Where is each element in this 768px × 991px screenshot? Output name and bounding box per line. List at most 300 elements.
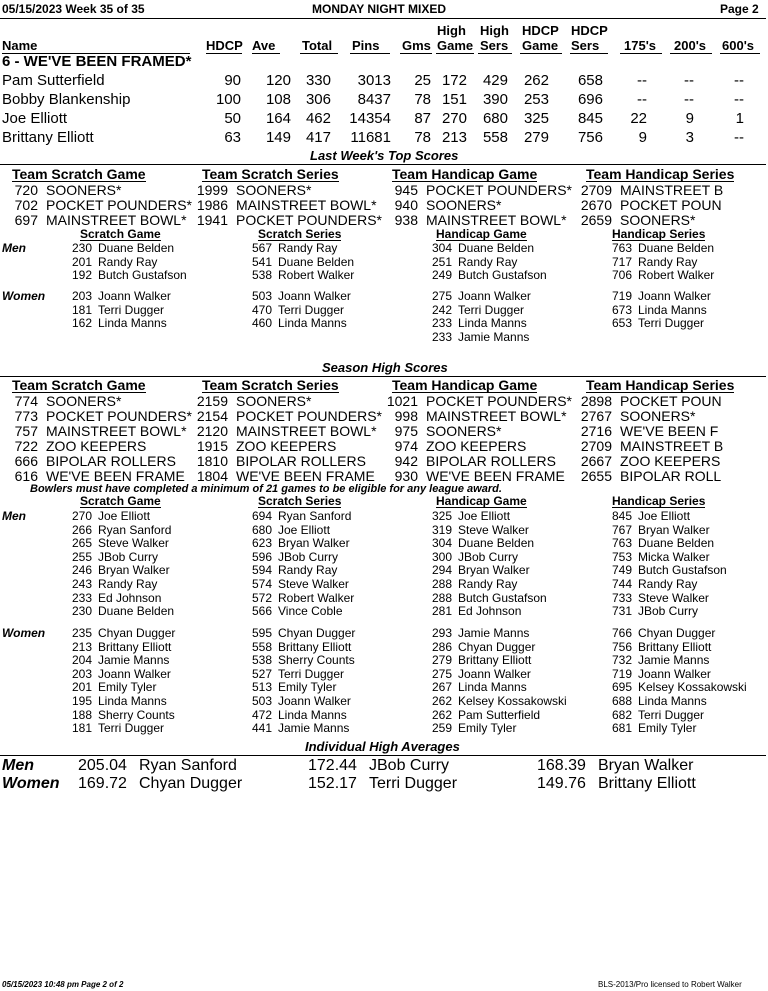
bowler-c175: --: [637, 91, 647, 108]
men-score-name: JBob Curry: [278, 549, 339, 564]
footer-left: 05/15/2023 10:48 pm Page 2 of 2: [2, 980, 124, 989]
women-score-value: 513: [251, 680, 272, 695]
bowler-ave: 149: [265, 129, 291, 146]
men-score-value: 694: [251, 509, 272, 523]
women-score-name: Linda Manns: [98, 694, 167, 708]
women-score-name: Linda Manns: [278, 316, 347, 331]
women-score-value: 181: [71, 721, 92, 736]
women-score-name: Terri Dugger: [98, 721, 165, 736]
men-score-value: 567: [251, 241, 272, 255]
bowler-c600: --: [734, 129, 744, 146]
men-label: Men: [2, 757, 34, 774]
women-score-value: 293: [431, 626, 452, 640]
women-label: Women: [2, 775, 60, 792]
women-score-name: Emily Tyler: [278, 680, 337, 695]
men-score-value: 192: [71, 268, 92, 283]
team-score-name: SOONERS*: [46, 182, 122, 198]
col-underline: [252, 53, 280, 54]
women-score-name: Linda Manns: [458, 680, 527, 695]
men-score-name: Robert Walker: [638, 268, 715, 283]
team-score-value: 2709: [580, 438, 612, 454]
men-score-name: Randy Ray: [278, 241, 338, 255]
men-score-value: 594: [251, 563, 272, 578]
section-title: Last Week's Top Scores: [310, 148, 459, 163]
women-score-name: Joann Walker: [278, 289, 351, 303]
men-average-name: Ryan Sanford: [139, 757, 237, 774]
women-average-value: 169.72: [78, 775, 127, 792]
team-score-value: 1804: [196, 468, 228, 484]
bowler-hs: 680: [482, 110, 508, 127]
team-score-name: BIPOLAR ROLLERS: [236, 453, 366, 469]
col-high-sers-bottom: Sers: [480, 38, 509, 53]
men-score-name: Duane Belden: [458, 536, 535, 551]
women-score-name: Jamie Manns: [458, 329, 530, 344]
men-score-name: Duane Belden: [98, 241, 175, 255]
bowler-total: 462: [305, 110, 331, 127]
team-score-value: 2655: [580, 468, 612, 484]
bowler-c175: 22: [630, 110, 647, 127]
eligibility-note: Bowlers must have completed a minimum of 21 games to be eligible for any league award.: [30, 483, 502, 495]
women-score-value: 766: [611, 626, 632, 640]
team-score-name: MAINSTREET B: [620, 438, 724, 454]
header-rule: [0, 18, 766, 19]
men-score-name: Micka Walker: [638, 549, 710, 564]
women-score-name: Joann Walker: [638, 289, 711, 303]
bowler-ave: 164: [265, 110, 291, 127]
men-score-name: Steve Walker: [458, 522, 529, 537]
men-score-name: Butch Gustafson: [458, 268, 547, 283]
bowler-hdcp: 63: [224, 129, 241, 146]
women-score-name: Joann Walker: [458, 666, 531, 681]
women-score-value: 682: [611, 707, 632, 722]
team-score-name: BIPOLAR ROLLERS: [46, 453, 176, 469]
women-score-value: 203: [71, 666, 92, 681]
individual-category-title: Scratch Series: [258, 227, 342, 241]
section-rule: [0, 164, 766, 165]
bowler-gms: 78: [414, 129, 431, 146]
league-name: MONDAY NIGHT MIXED: [312, 2, 447, 16]
bowler-c600: --: [734, 72, 744, 89]
women-average-name: Chyan Dugger: [139, 775, 243, 792]
women-score-name: Emily Tyler: [458, 721, 517, 736]
men-score-value: 288: [431, 590, 452, 605]
bowler-hg: 172: [441, 72, 467, 89]
women-label: Women: [2, 289, 46, 303]
men-score-value: 251: [431, 254, 452, 269]
women-score-name: Kelsey Kossakowski: [638, 680, 747, 695]
col-underline: [720, 53, 760, 54]
bowler-total: 330: [305, 72, 331, 89]
women-score-value: 259: [431, 721, 452, 736]
team-score-name: WE'VE BEEN FRAME: [236, 468, 375, 484]
men-score-name: Bryan Walker: [98, 563, 170, 578]
men-score-value: 763: [611, 241, 632, 255]
men-score-value: 255: [71, 549, 92, 564]
team-score-name: POCKET POUNDERS*: [46, 197, 192, 213]
men-score-name: Randy Ray: [638, 254, 698, 269]
team-score-value: 1986: [196, 197, 228, 213]
team-score-value: 945: [394, 182, 418, 198]
men-score-value: 731: [611, 604, 632, 619]
men-score-value: 596: [251, 549, 272, 564]
team-score-value: 616: [14, 468, 38, 484]
men-score-name: Butch Gustafson: [638, 563, 727, 578]
men-average-value: 205.04: [78, 757, 127, 774]
women-score-value: 213: [71, 639, 92, 654]
men-score-name: Steve Walker: [638, 590, 709, 605]
team-score-value: 666: [14, 453, 38, 469]
women-average-name: Terri Dugger: [369, 775, 458, 792]
bowler-c600: 1: [735, 110, 744, 127]
col-underline: [520, 53, 562, 54]
women-score-name: Brittany Elliott: [458, 653, 532, 668]
men-score-name: Randy Ray: [458, 577, 518, 591]
individual-category-title: Handicap Game: [436, 494, 527, 508]
team-score-value: 940: [394, 197, 418, 213]
col-underline: [570, 53, 608, 54]
bowler-pins: 3013: [357, 72, 391, 89]
team-score-value: 1999: [196, 182, 228, 198]
team-category-title: Team Handicap Game: [392, 377, 538, 393]
women-score-name: Terri Dugger: [638, 316, 705, 331]
team-score-name: POCKET POUNDERS*: [236, 212, 382, 228]
team-category-title: Team Scratch Game: [12, 166, 146, 182]
team-category-title: Team Scratch Series: [202, 377, 339, 393]
men-score-value: 266: [71, 522, 92, 537]
team-score-value: 757: [14, 423, 38, 439]
women-score-value: 470: [251, 302, 272, 317]
women-score-value: 688: [611, 694, 632, 708]
women-score-value: 558: [251, 639, 272, 654]
men-score-name: Bryan Walker: [458, 563, 530, 578]
team-score-value: 2716: [580, 423, 612, 439]
team-score-name: BIPOLAR ROLLERS: [426, 453, 556, 469]
individual-category-title: Handicap Series: [612, 227, 706, 241]
col-hdcp-sers-top: HDCP: [571, 23, 608, 38]
men-score-name: Butch Gustafson: [458, 590, 547, 605]
team-score-value: 998: [394, 408, 418, 424]
men-score-value: 744: [611, 577, 632, 591]
men-average-value: 168.39: [537, 757, 586, 774]
men-score-value: 680: [251, 522, 272, 537]
women-score-value: 162: [71, 316, 92, 331]
men-score-name: Ryan Sanford: [278, 509, 352, 523]
men-label: Men: [2, 241, 26, 255]
men-label: Men: [2, 509, 26, 523]
men-average-name: Bryan Walker: [598, 757, 694, 774]
women-score-value: 441: [251, 721, 272, 736]
col-underline: [436, 53, 474, 54]
col-underline: [300, 53, 338, 54]
men-score-value: 541: [251, 254, 272, 269]
team-score-name: ZOO KEEPERS: [426, 438, 527, 454]
col-hdcp: HDCP: [206, 38, 243, 53]
women-score-name: Jamie Manns: [98, 653, 170, 668]
bowler-hdg: 262: [523, 72, 549, 89]
team-score-name: POCKET POUNDERS*: [236, 408, 382, 424]
men-score-value: 319: [431, 522, 452, 537]
women-average-value: 152.17: [308, 775, 357, 792]
col-name: Name: [2, 38, 38, 53]
team-score-value: 975: [394, 423, 418, 439]
team-category-title: Team Handicap Game: [392, 166, 538, 182]
team-score-name: ZOO KEEPERS: [620, 453, 721, 469]
col-total: Total: [302, 38, 333, 53]
women-score-value: 203: [71, 289, 92, 303]
bowler-hg: 213: [441, 129, 467, 146]
women-label: Women: [2, 626, 46, 640]
bowler-hdg: 279: [523, 129, 549, 146]
team-score-value: 1810: [196, 453, 228, 469]
men-score-value: 249: [431, 268, 452, 283]
women-average-name: Brittany Elliott: [598, 775, 696, 792]
women-score-name: Terri Dugger: [278, 666, 345, 681]
bowler-hdcp: 50: [224, 110, 241, 127]
women-score-name: Joann Walker: [638, 666, 711, 681]
men-score-name: Joe Elliott: [638, 509, 691, 523]
team-score-value: 722: [14, 438, 38, 454]
team-score-value: 2670: [580, 197, 612, 213]
col-underline: [350, 53, 390, 54]
men-score-value: 538: [251, 268, 272, 283]
men-score-name: Joe Elliott: [278, 522, 331, 537]
women-score-value: 262: [431, 707, 452, 722]
women-score-name: Jamie Manns: [638, 653, 710, 668]
women-score-value: 267: [431, 680, 452, 695]
men-score-name: Randy Ray: [98, 577, 158, 591]
bowler-hg: 270: [441, 110, 467, 127]
women-score-name: Kelsey Kossakowski: [458, 694, 567, 708]
team-score-name: POCKET POUNDERS*: [426, 393, 572, 409]
bowler-c200: --: [684, 91, 694, 108]
team-score-name: BIPOLAR ROLL: [620, 468, 722, 484]
men-score-value: 265: [71, 536, 92, 551]
individual-category-title: Scratch Game: [80, 494, 161, 508]
team-score-value: 2709: [580, 182, 612, 198]
women-score-value: 653: [611, 316, 632, 331]
team-score-value: 2767: [580, 408, 612, 424]
team-category-title: Team Scratch Game: [12, 377, 146, 393]
team-score-name: POCKET POUN: [620, 393, 722, 409]
men-score-name: Joe Elliott: [98, 509, 151, 523]
women-score-name: Terri Dugger: [638, 707, 705, 722]
bowler-hds: 658: [577, 72, 603, 89]
women-score-name: Chyan Dugger: [638, 626, 716, 640]
women-score-value: 275: [431, 666, 452, 681]
team-score-name: ZOO KEEPERS: [46, 438, 147, 454]
col-high-sers-top: High: [480, 23, 509, 38]
women-score-name: Brittany Elliott: [638, 639, 712, 654]
col-underline: [620, 53, 662, 54]
women-score-value: 595: [251, 626, 272, 640]
women-score-name: Chyan Dugger: [458, 639, 536, 654]
women-score-value: 195: [71, 694, 92, 708]
men-score-value: 304: [431, 241, 452, 255]
team-score-value: 938: [394, 212, 418, 228]
men-average-name: JBob Curry: [369, 757, 450, 774]
bowler-c200: --: [684, 72, 694, 89]
section-title: Season High Scores: [322, 360, 448, 375]
women-score-value: 286: [431, 639, 452, 654]
team-score-value: 942: [394, 453, 418, 469]
col-high-game-bottom: Game: [437, 38, 474, 53]
bowler-total: 417: [305, 129, 331, 146]
women-score-value: 275: [431, 289, 452, 303]
bowler-hds: 756: [577, 129, 603, 146]
women-score-value: 188: [71, 707, 92, 722]
men-score-name: Robert Walker: [278, 268, 355, 283]
men-score-name: Joe Elliott: [458, 509, 511, 523]
individual-category-title: Handicap Game: [436, 227, 527, 241]
team-score-name: MAINSTREET BOWL*: [46, 212, 187, 228]
women-score-value: 460: [251, 316, 272, 331]
men-average-value: 172.44: [308, 757, 357, 774]
col-underline: [670, 53, 712, 54]
men-score-name: Ed Johnson: [98, 590, 162, 605]
team-score-value: 2898: [580, 393, 612, 409]
section-title: Individual High Averages: [305, 739, 460, 754]
team-score-name: WE'VE BEEN FRAME: [426, 468, 565, 484]
men-score-name: Steve Walker: [278, 577, 349, 591]
bowler-pins: 11681: [350, 129, 391, 146]
men-score-name: Randy Ray: [278, 563, 338, 578]
men-score-value: 288: [431, 577, 452, 591]
women-score-value: 233: [431, 316, 452, 331]
women-score-value: 503: [251, 289, 272, 303]
team-title: 6 - WE'VE BEEN FRAMED*: [2, 53, 192, 70]
team-score-name: POCKET POUNDERS*: [426, 182, 572, 198]
men-score-value: 763: [611, 536, 632, 551]
women-score-name: Sherry Counts: [278, 653, 355, 668]
col-underline: [400, 53, 432, 54]
team-score-name: MAINSTREET BOWL*: [426, 212, 567, 228]
men-score-value: 270: [71, 509, 92, 523]
women-score-name: Terri Dugger: [458, 302, 525, 317]
men-score-value: 566: [251, 604, 272, 619]
women-score-value: 181: [71, 302, 92, 317]
women-score-name: Joann Walker: [98, 666, 171, 681]
team-score-value: 773: [14, 408, 38, 424]
men-score-value: 281: [431, 604, 452, 619]
team-score-name: MAINSTREET B: [620, 182, 724, 198]
men-score-value: 243: [71, 577, 92, 591]
women-score-value: 472: [251, 707, 272, 722]
team-score-name: SOONERS*: [426, 423, 502, 439]
col-175s: 175's: [624, 38, 657, 53]
women-score-value: 503: [251, 694, 272, 708]
men-score-name: Duane Belden: [638, 241, 715, 255]
men-score-value: 201: [71, 254, 92, 269]
team-score-name: MAINSTREET BOWL*: [426, 408, 567, 424]
men-score-value: 623: [251, 536, 272, 551]
men-score-name: Butch Gustafson: [98, 268, 187, 283]
col-200s: 200's: [674, 38, 707, 53]
team-score-name: MAINSTREET BOWL*: [46, 423, 187, 439]
men-score-name: Steve Walker: [98, 536, 169, 551]
team-score-name: MAINSTREET BOWL*: [236, 197, 377, 213]
bowler-ave: 108: [265, 91, 291, 108]
bowler-name: Joe Elliott: [2, 110, 68, 127]
bowler-total: 306: [305, 91, 331, 108]
women-score-value: 527: [251, 666, 272, 681]
team-score-value: 2667: [580, 453, 612, 469]
women-score-value: 233: [431, 329, 452, 344]
men-score-name: JBob Curry: [98, 549, 159, 564]
women-score-value: 673: [611, 302, 632, 317]
men-score-name: Ryan Sanford: [98, 522, 172, 537]
individual-category-title: Scratch Game: [80, 227, 161, 241]
men-score-value: 749: [611, 563, 632, 578]
col-underline: [478, 53, 512, 54]
col-hdcp-game-bottom: Game: [522, 38, 559, 53]
women-score-name: Jamie Manns: [458, 626, 530, 640]
women-score-name: Chyan Dugger: [98, 626, 176, 640]
women-score-name: Terri Dugger: [98, 302, 165, 317]
individual-category-title: Handicap Series: [612, 494, 706, 508]
men-score-value: 230: [71, 604, 92, 619]
bowler-hs: 558: [482, 129, 508, 146]
team-score-name: POCKET POUN: [620, 197, 722, 213]
team-score-value: 930: [394, 468, 418, 484]
bowler-hdcp: 100: [215, 91, 241, 108]
men-score-name: Randy Ray: [638, 577, 698, 591]
men-score-value: 706: [611, 268, 632, 283]
bowler-hs: 429: [482, 72, 508, 89]
women-score-name: Jamie Manns: [278, 721, 350, 736]
bowler-ave: 120: [265, 72, 291, 89]
col-gms: Gms: [402, 38, 431, 53]
men-score-value: 246: [71, 563, 92, 578]
men-score-value: 233: [71, 590, 92, 605]
men-score-value: 733: [611, 590, 632, 605]
women-score-name: Emily Tyler: [98, 680, 157, 695]
men-score-name: Duane Belden: [278, 254, 355, 269]
bowler-c200: 3: [685, 129, 694, 146]
women-score-name: Pam Sutterfield: [458, 707, 541, 722]
team-category-title: Team Handicap Series: [586, 166, 735, 182]
team-score-name: WE'VE BEEN FRAME: [46, 468, 185, 484]
team-score-value: 2120: [196, 423, 228, 439]
team-score-value: 2154: [196, 408, 228, 424]
bowler-pins: 8437: [357, 91, 391, 108]
team-score-value: 720: [14, 182, 38, 198]
col-pins: Pins: [352, 38, 380, 53]
bowler-name: Bobby Blankenship: [2, 91, 131, 108]
col-hdcp-game-top: HDCP: [522, 23, 559, 38]
team-score-value: 1915: [196, 438, 228, 454]
team-category-title: Team Scratch Series: [202, 166, 339, 182]
team-score-value: 1941: [196, 212, 228, 228]
men-score-value: 717: [611, 254, 632, 269]
men-score-name: Duane Belden: [98, 604, 175, 619]
women-score-value: 732: [611, 653, 632, 668]
section-rule: [0, 755, 766, 756]
men-score-name: Robert Walker: [278, 590, 355, 605]
col-underline: [206, 53, 242, 54]
women-score-value: 756: [611, 639, 632, 654]
women-score-name: Brittany Elliott: [98, 639, 172, 654]
women-score-name: Joann Walker: [278, 694, 351, 708]
team-score-value: 774: [14, 393, 38, 409]
men-score-name: Duane Belden: [458, 241, 535, 255]
bowler-gms: 78: [414, 91, 431, 108]
team-score-name: POCKET POUNDERS*: [46, 408, 192, 424]
col-600s: 600's: [722, 38, 755, 53]
bowler-hg: 151: [441, 91, 467, 108]
men-score-name: Randy Ray: [98, 254, 158, 269]
women-score-name: Terri Dugger: [278, 302, 345, 317]
team-score-name: SOONERS*: [620, 408, 696, 424]
